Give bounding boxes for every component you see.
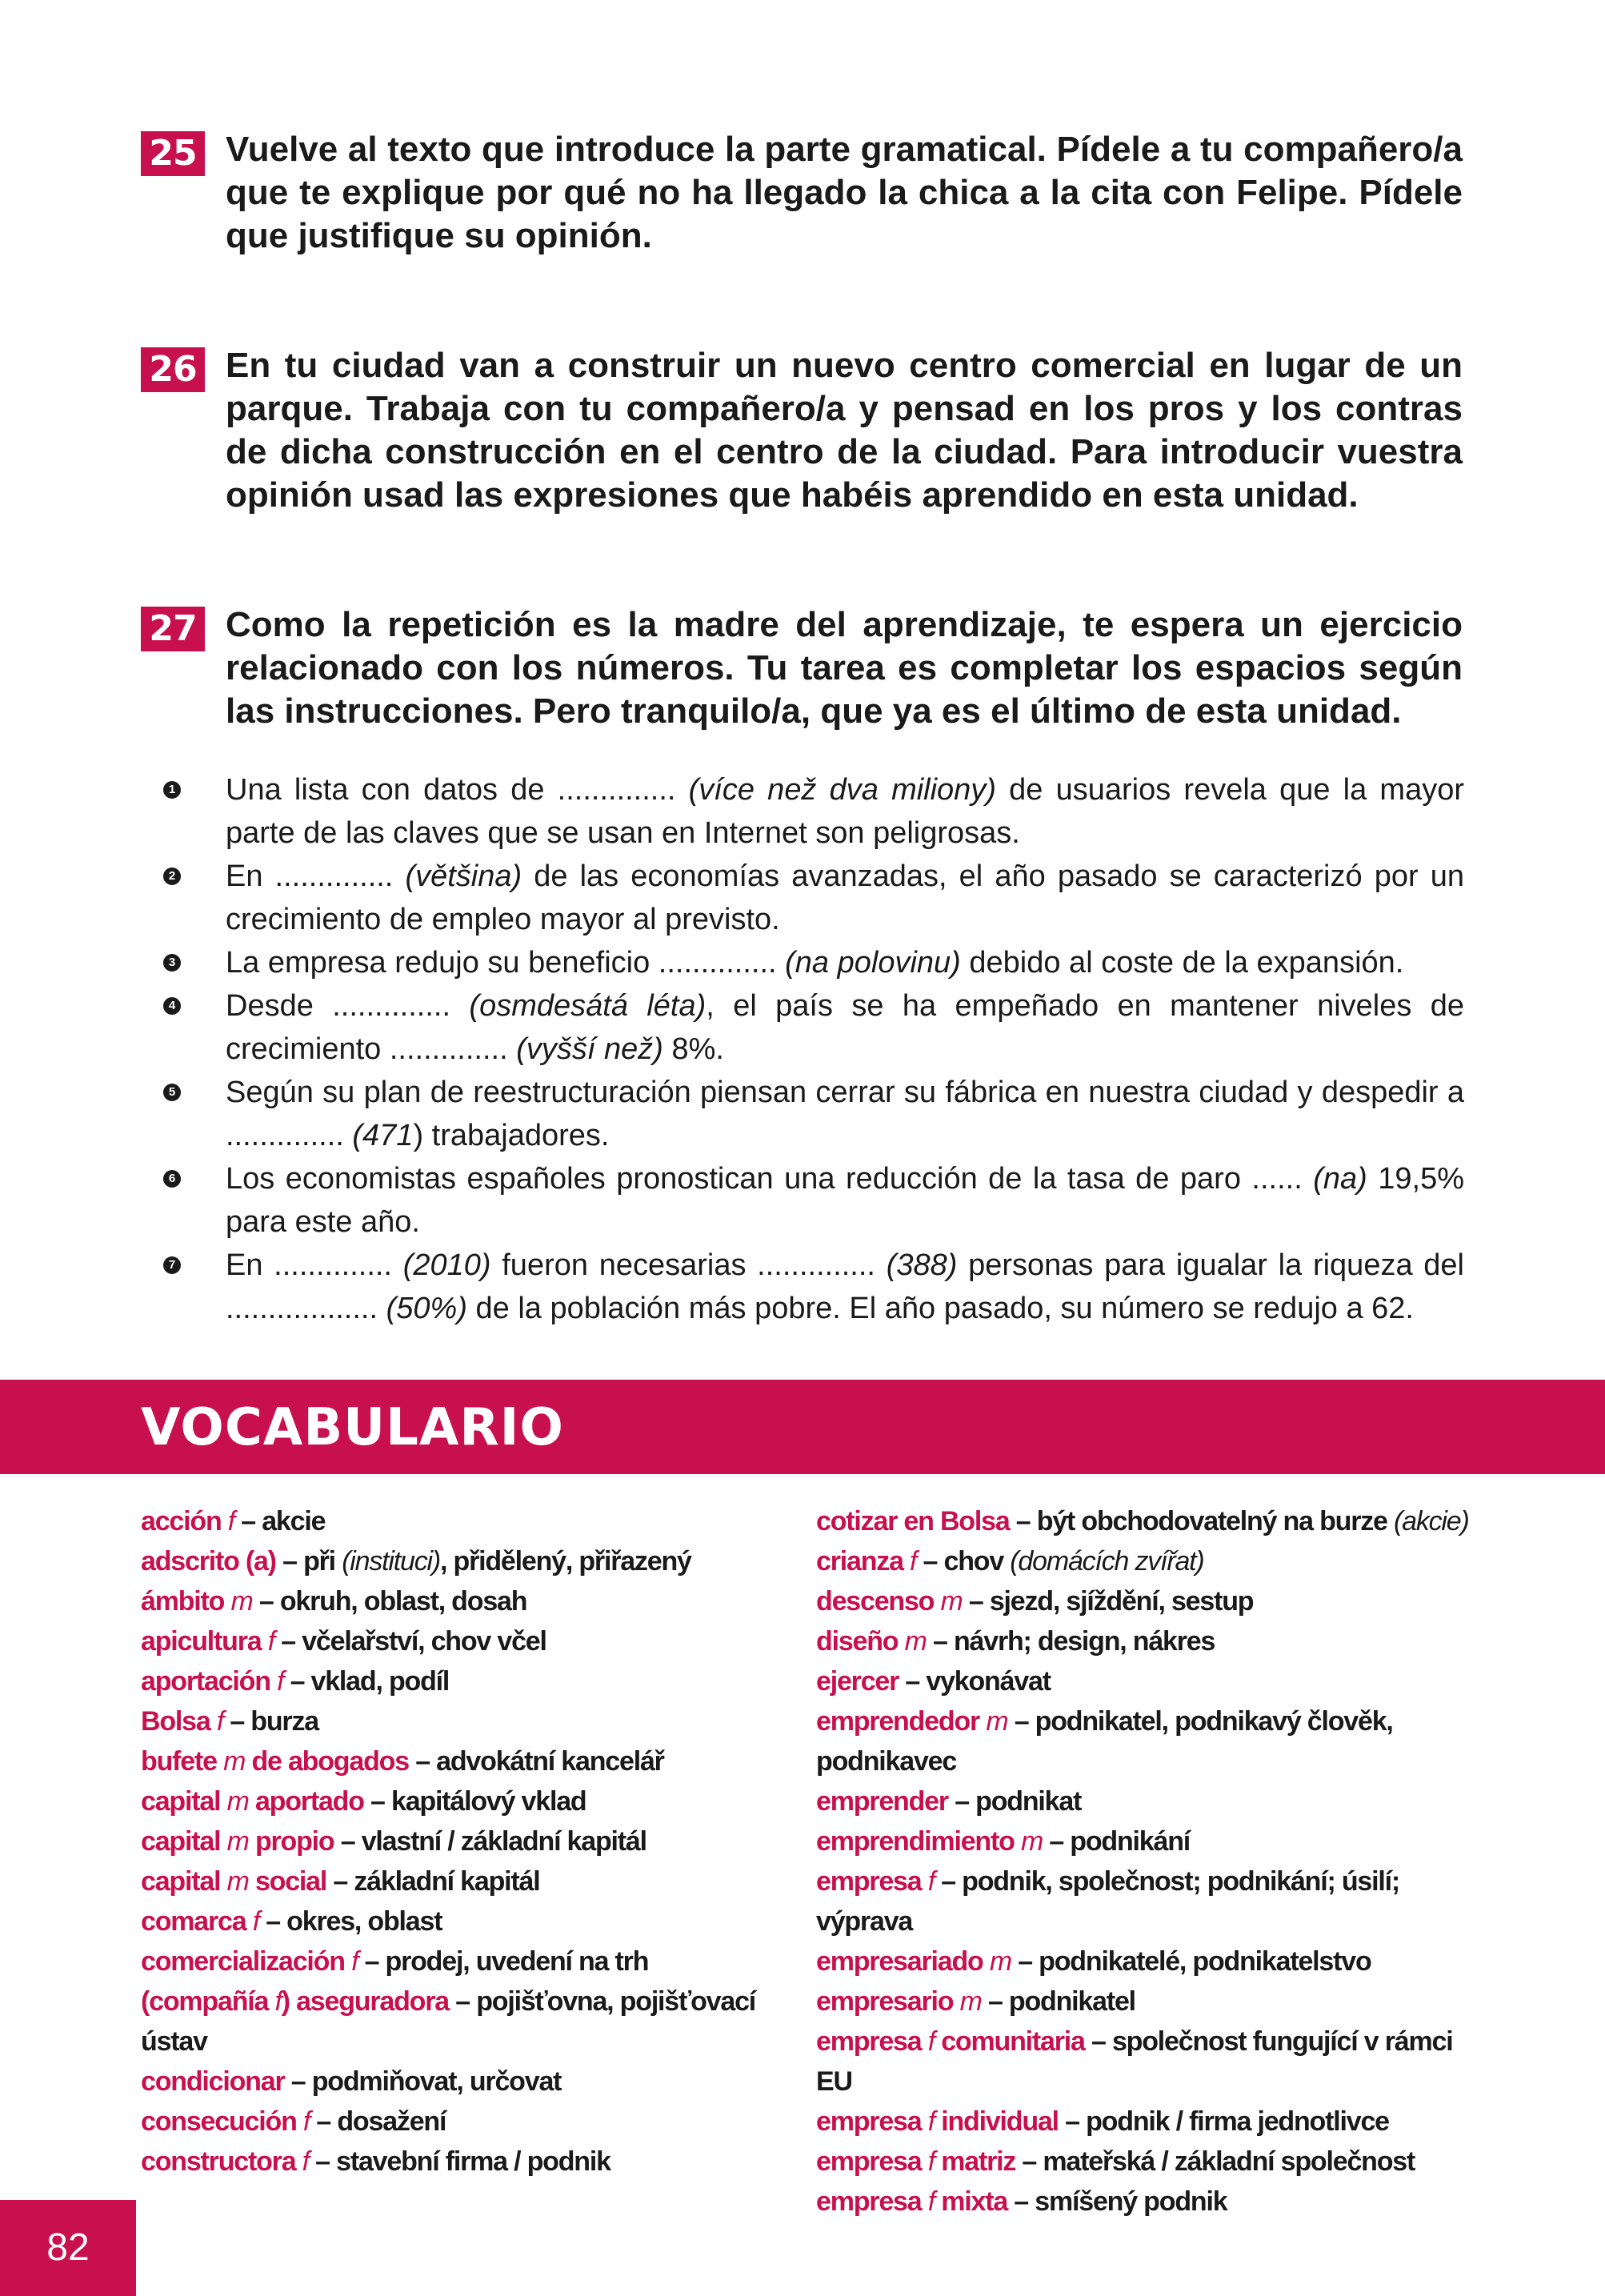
item-text: de usuarios revela que la mayor parte de las claves que se usan en Internet son peligrosas.	[226, 773, 1465, 850]
item-number-badge: 2	[163, 868, 181, 885]
exercise-item-3	[168, 941, 1464, 984]
item-number-badge: 5	[163, 1084, 181, 1101]
vocabulary-gender: m	[940, 1586, 963, 1617]
vocabulary-entry	[816, 1701, 1488, 1781]
vocabulary-term: Bolsa	[141, 1706, 210, 1737]
vocabulary-entry	[816, 1941, 1488, 1981]
item-hint: (na polovinu)	[785, 946, 961, 980]
vocabulary-term: empresa	[816, 2186, 922, 2217]
vocabulary-gender: f	[351, 1946, 358, 1977]
vocabulary-translation: – advokátní kancelář	[415, 1746, 664, 1777]
vocabulary-translation: – při	[282, 1546, 342, 1577]
vocabulary-term: comercialización	[141, 1946, 345, 1977]
vocabulary-entry	[816, 1861, 1488, 1941]
item-number-badge: 4	[163, 997, 181, 1015]
vocabulary-gender: m	[223, 1746, 246, 1777]
vocabulary-translation: – podnikatel	[987, 1986, 1135, 2017]
vocabulary-translation: – podnikat	[955, 1786, 1082, 1817]
vocabulary-gender: f	[274, 1986, 282, 2017]
vocabulary-gender: f	[927, 2106, 935, 2137]
vocabulary-term: ámbito	[141, 1586, 225, 1617]
vocabulary-translation: – včelařství, chov včel	[281, 1626, 546, 1657]
vocabulary-translation: – vlastní / základní kapitál	[340, 1826, 646, 1857]
vocabulary-term: capital	[141, 1826, 221, 1857]
vocabulary-translation-note: (instituci)	[342, 1546, 441, 1577]
vocabulary-gender: f	[277, 1666, 284, 1697]
vocabulary-banner	[0, 1380, 1605, 1474]
vocabulary-term-rest: social	[254, 1866, 327, 1897]
exercise-number: 27	[141, 607, 205, 651]
item-number-badge: 7	[163, 1256, 181, 1274]
vocabulary-entry	[141, 1701, 813, 1741]
vocabulary-translation: – okres, oblast	[266, 1906, 442, 1937]
vocabulary-translation: – stavební firma / podnik	[315, 2146, 610, 2177]
vocabulary-gender: m	[959, 1986, 982, 2017]
vocabulary-entry	[816, 2102, 1488, 2142]
vocabulary-column-left	[141, 1501, 813, 2182]
vocabulary-entry	[141, 1661, 813, 1701]
item-text: La empresa redujo su beneficio ..............	[226, 946, 786, 980]
vocabulary-term: empresa	[816, 1866, 922, 1897]
exercise-27-items	[168, 768, 1465, 1330]
vocabulary-translation: – podnik, společnost; podnikání; úsilí; výprava	[816, 1866, 1400, 1937]
vocabulary-translation: – podmiňovat, určovat	[290, 2066, 562, 2097]
vocabulary-term: empresariado	[816, 1946, 983, 1977]
vocabulary-gender: f	[927, 2186, 935, 2217]
exercise-instruction: Como la repetición es la madre del aprendizaje, te espera un ejercicio relacionado con los números. Tu tarea es completar los espacios según las instrucciones. Pero tranquilo/a, que ya es el último de esta unidad.	[226, 605, 1463, 731]
vocabulary-translation: – okruh, oblast, dosah	[258, 1586, 527, 1617]
item-number-badge: 3	[163, 954, 181, 972]
vocabulary-term: acción	[141, 1506, 222, 1537]
item-hint: (2010)	[402, 1248, 491, 1282]
vocabulary-term: emprender	[816, 1786, 948, 1817]
vocabulary-column-right	[816, 1501, 1488, 2222]
vocabulary-gender: f	[216, 1706, 224, 1737]
vocabulary-entry	[816, 1581, 1488, 1621]
vocabulary-term-rest: individual	[941, 2106, 1059, 2137]
item-hint: (vyšší než)	[516, 1032, 663, 1066]
vocabulary-entry	[816, 1621, 1488, 1661]
vocabulary-term: comarca	[141, 1906, 246, 1937]
item-text: Los economistas españoles pronostican una reducción de la tasa de paro ......	[226, 1162, 1314, 1196]
vocabulary-term-rest: aportado	[254, 1786, 364, 1817]
vocabulary-entry	[816, 1501, 1488, 1541]
vocabulary-entry	[141, 1501, 813, 1541]
vocabulary-gender: f	[910, 1546, 917, 1577]
exercise-26	[141, 344, 1463, 517]
vocabulary-term-rest: comunitaria	[941, 2026, 1085, 2057]
exercise-item-4	[168, 984, 1465, 1071]
exercise-item-2	[168, 855, 1464, 941]
vocabulary-entry	[141, 1821, 813, 1861]
vocabulary-translation-note: (domácích zvířat)	[1010, 1546, 1204, 1577]
vocabulary-entry	[141, 1981, 813, 2062]
vocabulary-entry	[816, 2142, 1488, 2182]
exercise-instruction: En tu ciudad van a construir un nuevo centro comercial en lugar de un parque. Trabaja con tu compañero/a y pensad en los pros y los contras de dicha construcción en el centro de la ciudad. Para introducir vuestra opinión usad las expresiones que habéis aprendido en esta unidad.	[226, 346, 1463, 515]
vocabulary-term-rest: ) aseguradora	[281, 1986, 449, 2017]
vocabulary-translation: – kapitálový vklad	[370, 1786, 586, 1817]
vocabulary-gender: m	[986, 1706, 1008, 1737]
vocabulary-term: bufete	[141, 1746, 217, 1777]
vocabulary-entry	[141, 1861, 813, 1901]
vocabulary-entry	[141, 1621, 813, 1661]
item-text: fueron necesarias ..............	[490, 1248, 887, 1282]
vocabulary-gender: m	[1020, 1826, 1043, 1857]
item-text: 19,5% para este año.	[226, 1162, 1464, 1239]
vocabulary-entry	[141, 1741, 813, 1781]
vocabulary-translation: – podnik / firma jednotlivce	[1065, 2106, 1389, 2137]
vocabulary-translation: – společnost fungující v rámci EU	[816, 2026, 1453, 2097]
item-text: 8%.	[662, 1032, 724, 1066]
vocabulary-translation: – vykonávat	[905, 1666, 1051, 1697]
vocabulary-term: adscrito (a)	[141, 1546, 276, 1577]
vocabulary-entry	[141, 1541, 813, 1581]
vocabulary-gender: m	[904, 1626, 927, 1657]
vocabulary-entry	[141, 2062, 813, 2102]
vocabulary-term: constructora	[141, 2146, 296, 2177]
item-text: Desde ..............	[226, 989, 470, 1023]
vocabulary-gender: m	[989, 1946, 1011, 1977]
exercise-item-7	[168, 1244, 1464, 1330]
vocabulary-term: crianza	[816, 1546, 903, 1577]
vocabulary-term: empresario	[816, 1986, 954, 2017]
vocabulary-gender: f	[227, 1506, 235, 1537]
vocabulary-translation: – mateřská / základní společnost	[1022, 2146, 1415, 2177]
item-text: , el país se ha empeñado en mantener niveles de crecimiento ..............	[226, 989, 1465, 1066]
vocabulary-entry	[816, 1781, 1488, 1821]
vocabulary-gender: f	[302, 2106, 310, 2137]
vocabulary-title: VOCABULARIO	[141, 1398, 564, 1457]
vocabulary-gender: f	[267, 1626, 274, 1657]
vocabulary-entry	[816, 2022, 1488, 2102]
vocabulary-translation: – smíšený podnik	[1014, 2186, 1227, 2217]
item-hint: (osmdesátá léta)	[469, 989, 706, 1023]
vocabulary-gender: m	[226, 1786, 249, 1817]
item-hint: (471	[352, 1119, 414, 1152]
vocabulary-translation: , přidělený, přiřazený	[440, 1546, 691, 1577]
vocabulary-translation: – dosažení	[316, 2106, 446, 2137]
vocabulary-term: condicionar	[141, 2066, 285, 2097]
vocabulary-gender: f	[927, 2146, 935, 2177]
vocabulary-entry	[816, 1541, 1488, 1581]
vocabulary-term: ejercer	[816, 1666, 899, 1697]
vocabulary-gender: m	[230, 1586, 253, 1617]
vocabulary-term: empresa	[816, 2106, 922, 2137]
item-text: debido al coste de la expansión.	[960, 946, 1404, 980]
item-text: En ..............	[226, 1248, 403, 1282]
vocabulary-translation: – základní kapitál	[333, 1866, 540, 1897]
vocabulary-translation: – prodej, uvedení na trh	[364, 1946, 649, 1977]
vocabulary-translation-note: (akcie)	[1394, 1506, 1469, 1537]
item-hint: (více než dva miliony)	[688, 773, 996, 807]
vocabulary-gender: f	[302, 2146, 309, 2177]
vocabulary-translation: – burza	[230, 1706, 318, 1737]
vocabulary-term-rest: mixta	[941, 2186, 1008, 2217]
exercise-item-1	[168, 768, 1465, 855]
vocabulary-gender: m	[226, 1866, 249, 1897]
item-hint: (388)	[886, 1248, 958, 1282]
vocabulary-term: diseño	[816, 1626, 899, 1657]
vocabulary-translation: – pojišťovna, pojišťovací ústav	[141, 1986, 756, 2057]
vocabulary-entry	[141, 1781, 813, 1821]
vocabulary-translation: – být obchodovatelný na burze	[1015, 1506, 1394, 1537]
vocabulary-entry	[816, 1821, 1488, 1861]
vocabulary-term-rest: de abogados	[251, 1746, 409, 1777]
vocabulary-gender: f	[252, 1906, 259, 1937]
vocabulary-translation: – návrh; design, nákres	[933, 1626, 1215, 1657]
item-text: ) trabajadores.	[413, 1119, 610, 1152]
vocabulary-entry	[141, 1901, 813, 1941]
vocabulary-term-rest: propio	[254, 1826, 334, 1857]
vocabulary-translation: – podnikatelé, podnikatelstvo	[1018, 1946, 1371, 1977]
vocabulary-term: cotizar en Bolsa	[816, 1506, 1010, 1537]
exercise-item-6	[168, 1157, 1464, 1244]
vocabulary-term: empresa	[816, 2146, 922, 2177]
vocabulary-entry	[141, 1581, 813, 1621]
vocabulary-translation: – podnikání	[1049, 1826, 1191, 1857]
exercise-instruction: Vuelve al texto que introduce la parte gramatical. Pídele a tu compañero/a que te explique por qué no ha llegado la chica a la cita con Felipe. Pídele que justifique su opinión.	[226, 130, 1463, 255]
vocabulary-translation: – sjezd, sjíždění, sestup	[968, 1586, 1254, 1617]
vocabulary-entry	[816, 1661, 1488, 1701]
vocabulary-translation: – podnikatel, podnikavý člověk, podnikavec	[816, 1706, 1393, 1777]
vocabulary-term: aportación	[141, 1666, 270, 1697]
item-hint: (většina)	[405, 859, 522, 893]
item-text: Según su plan de reestructuración piensan cerrar su fábrica en nuestra ciudad y despedir a ..............	[226, 1076, 1464, 1152]
item-number-badge: 1	[163, 781, 181, 799]
vocabulary-term-rest: matriz	[941, 2146, 1016, 2177]
vocabulary-translation: – vklad, podíl	[290, 1666, 450, 1697]
vocabulary-term: capital	[141, 1786, 221, 1817]
vocabulary-gender: f	[927, 2026, 935, 2057]
vocabulary-term: emprendedor	[816, 1706, 980, 1737]
page-number: 82	[0, 2200, 136, 2296]
item-hint: (na)	[1313, 1162, 1367, 1196]
item-hint: (50%)	[386, 1292, 467, 1325]
vocabulary-gender: m	[226, 1826, 249, 1857]
vocabulary-entry	[816, 2182, 1488, 2222]
vocabulary-entry	[141, 2142, 813, 2182]
exercise-number: 25	[141, 131, 205, 176]
vocabulary-gender: f	[927, 1866, 935, 1897]
item-text: personas para igualar la riqueza del ..................	[226, 1248, 1464, 1325]
vocabulary-term: apicultura	[141, 1626, 262, 1657]
vocabulary-entry	[141, 2102, 813, 2142]
vocabulary-translation: – chov	[923, 1546, 1011, 1577]
item-text: de la población más pobre. El año pasado, su número se redujo a 62.	[466, 1292, 1414, 1325]
item-text: Una lista con datos de ..............	[226, 773, 689, 807]
exercise-25	[141, 128, 1463, 258]
vocabulary-term: capital	[141, 1866, 221, 1897]
vocabulary-translation: – akcie	[241, 1506, 326, 1537]
exercise-number: 26	[141, 347, 205, 392]
item-text: de las economías avanzadas, el año pasado se caracterizó por un crecimiento de empleo mayor al previsto.	[226, 859, 1464, 936]
item-text: En ..............	[226, 859, 406, 893]
exercise-item-5	[168, 1071, 1464, 1157]
vocabulary-term: (compañía	[141, 1986, 269, 2017]
vocabulary-term: empresa	[816, 2026, 922, 2057]
vocabulary-term: emprendimiento	[816, 1826, 1015, 1857]
item-number-badge: 6	[163, 1170, 181, 1188]
vocabulary-term: descenso	[816, 1586, 935, 1617]
vocabulary-entry	[816, 1981, 1488, 2022]
vocabulary-term: consecución	[141, 2106, 297, 2137]
exercise-27	[141, 603, 1463, 733]
vocabulary-entry	[141, 1941, 813, 1981]
